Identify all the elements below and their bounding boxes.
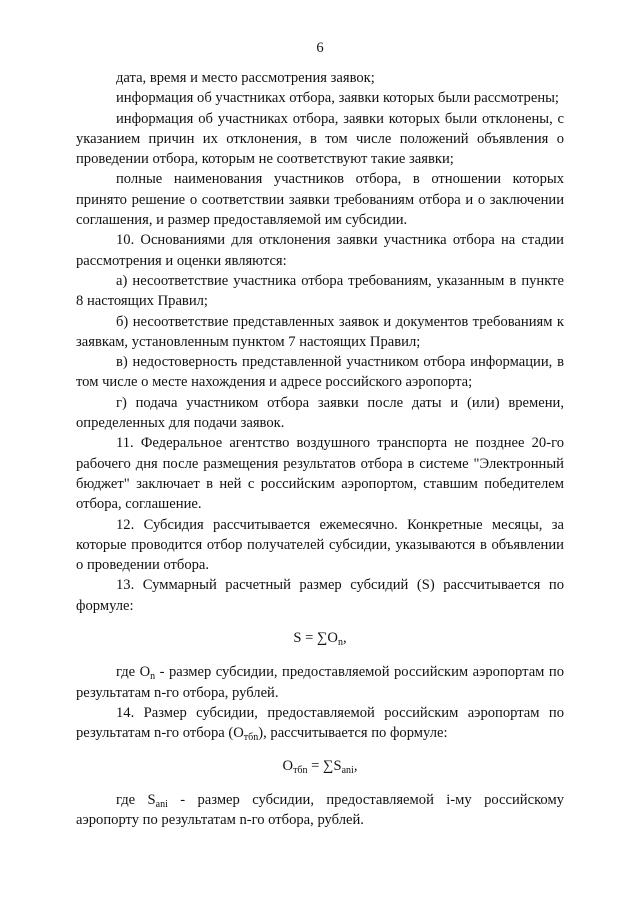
paragraph-text: где S — [116, 791, 156, 808]
paragraph: 10. Основаниями для отклонения заявки участника отбора на стадии рассмотрения и оценки являются: — [76, 232, 564, 269]
paragraph-text: - размер субсидии, предоставляемой российским аэропортам по результатам n-го отбора, рублей. — [76, 664, 564, 701]
formula-text: , — [342, 630, 347, 647]
paragraph-text: 14. Размер субсидии, предоставляемой российским аэропортам по результатам n-го отбора (O — [76, 704, 564, 742]
formula-text: = ∑S — [307, 757, 342, 774]
paragraph: информация об участниках отбора, заявки которых были рассмотрены; — [116, 90, 559, 107]
paragraph: в) недостоверность представленной участником отбора информации, в том числе о месте нахождения и адресе российского аэропорта; — [76, 354, 564, 391]
paragraph — [76, 790, 564, 831]
page-number: 6 — [316, 40, 324, 56]
paragraph — [76, 662, 564, 703]
paragraph: а) несоответствие участника отбора требованиям, указанным в пункте 8 настоящих Правил; — [76, 272, 564, 310]
paragraph: информация об участниках отбора, заявки которых были отклонены, с указанием причин их отклонения, в том числе положений объявления о проведении отбора, которым не соответствуют такие заявки; — [76, 110, 564, 168]
formula-text: , — [353, 757, 358, 774]
formula-subscript: ani — [341, 764, 354, 776]
document-body — [76, 68, 564, 830]
paragraph: 12. Субсидия рассчитывается ежемесячно. Конкретные месяцы, за которые проводится отбор получателей субсидии, указываются в объявлении о проведении отбора. — [76, 516, 564, 574]
formula-subsidy-per-selection — [76, 756, 564, 776]
paragraph: г) подача участником отбора заявки после даты и (или) времени, определенных для подачи заявок. — [76, 394, 564, 432]
paragraph: 11. Федеральное агентство воздушного транспорта не позднее 20-го рабочего дня после размещения результатов отбора в системе "Электронный бюджет" заключает в ней с российским аэропортом, ставшим победителем отбора, соглашение. — [76, 435, 564, 513]
formula-total-subsidy — [76, 628, 564, 648]
subscript: ani — [155, 798, 168, 810]
formula-text: O — [282, 757, 294, 774]
paragraph-text: ), рассчитывается по формуле: — [258, 725, 448, 742]
paragraph-text: где O — [116, 664, 151, 681]
paragraph: 13. Суммарный расчетный размер субсидий (S) рассчитывается по формуле: — [76, 577, 564, 614]
paragraph — [76, 703, 564, 744]
formula-text: S = ∑O — [293, 630, 338, 647]
subscript: n — [150, 671, 156, 683]
formula-subscript: тбn — [293, 764, 308, 776]
paragraph: полные наименования участников отбора, в отношении которых принято решение о соответствии заявки требованиям отбора и о заключении соглашения, и размер предоставляемой им субсидии. — [76, 171, 564, 229]
subscript: тбn — [243, 732, 259, 744]
paragraph: дата, время и место рассмотрения заявок; — [116, 70, 375, 86]
paragraph-text: - размер субсидии, предоставляемой i-му российскому аэропорту по результатам n-го отбора, рублей. — [76, 791, 564, 829]
formula-subscript: n — [337, 637, 343, 649]
paragraph: б) несоответствие представленных заявок и документов требованиям к заявкам, установленным пунктом 7 настоящих Правил; — [76, 313, 564, 350]
